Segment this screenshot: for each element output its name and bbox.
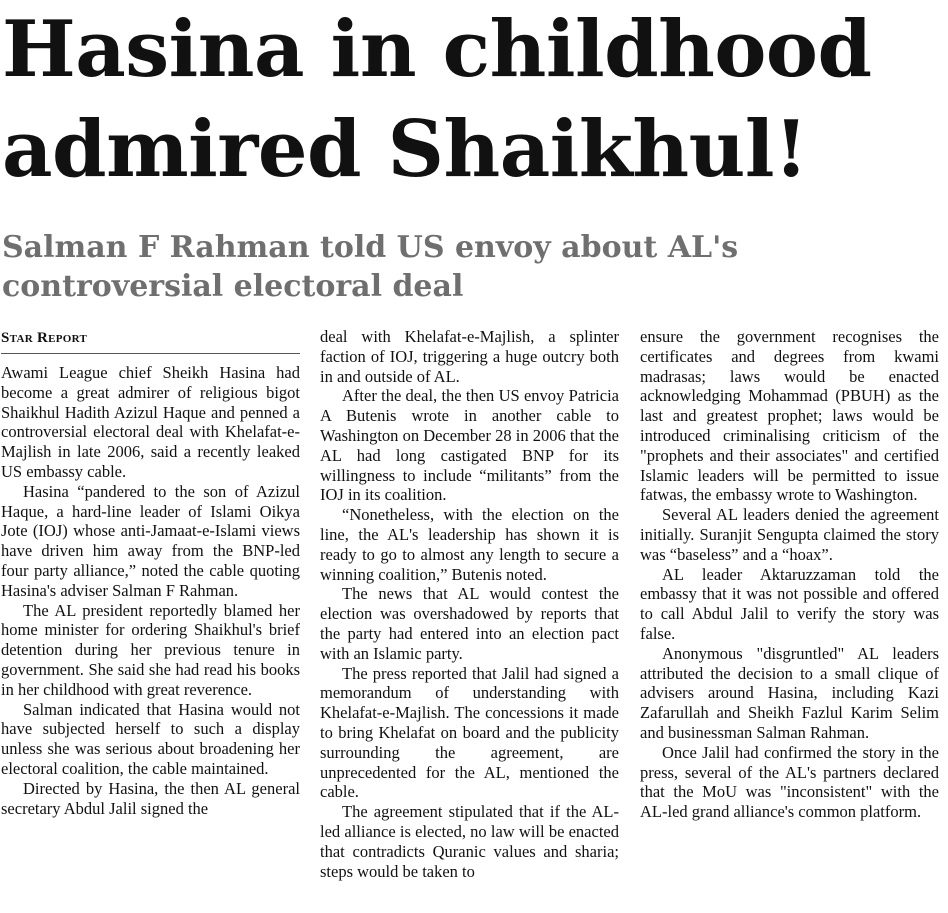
paragraph: After the deal, the then US envoy Patricia A Butenis wrote in another cable to Washington on December 28 in 2006 that the AL had long castigated BNP for its willingness to include “militants” from the IOJ in its coalition.: [320, 386, 619, 505]
headline-line-2: admired Shaikhul!: [2, 104, 808, 195]
paragraph: The AL president reportedly blamed her home minister for ordering Shaikhul's brief detention during her previous tenure in government. She said she had read his books in her childhood with great reverence.: [1, 600, 300, 699]
paragraph: “Nonetheless, with the election on the line, the AL's leadership has shown it is ready to go to almost any length to secure a winning coalition,” Butenis noted.: [320, 505, 619, 584]
paragraph: deal with Khelafat-e-Majlish, a splinter faction of IOJ, triggering a huge outcry both in and outside of AL.: [320, 327, 619, 386]
subheadline: [2, 228, 946, 306]
paragraph: The news that AL would contest the election was overshadowed by reports that the party had entered into an election pact with an Islamic party.: [320, 584, 619, 663]
paragraph: Once Jalil had confirmed the story in the press, several of the AL's partners declared that the MoU was "inconsistent" with the AL-led grand alliance's common platform.: [640, 742, 939, 822]
article-column-2: [320, 327, 619, 881]
paragraph: The press reported that Jalil had signed a memorandum of understanding with Khelafat-e-Majlish. The concessions it made to bring Khelafat on board and the publicity surrounding the agreement, are unprecedented for the AL, mentioned the cable.: [320, 663, 619, 802]
paragraph: ensure the government recognises the certificates and degrees from kwami madrasas; laws would be enacted acknowledging Mohammad (PBUH) as the last and greatest prophet; laws would be introduced criminalising criticism of the "prophets and their associates" and certified Islamic leaders will be permitted to issue fatwas, the embassy wrote to Washington.: [640, 327, 939, 505]
article-column-3: [640, 327, 939, 822]
paragraph: Anonymous "disgruntled" AL leaders attributed the decision to a small clique of advisers around Hasina, including Kazi Zafarullah and Sheikh Fazlul Karim Selim and businessman Salman Rahman.: [640, 643, 939, 742]
subheadline-line-1: Salman F Rahman told US envoy about AL's: [2, 230, 739, 265]
paragraph: Several AL leaders denied the agreement initially. Suranjit Sengupta claimed the story was “baseless” and a “hoax”.: [640, 505, 939, 564]
paragraph: Directed by Hasina, the then AL general secretary Abdul Jalil signed the: [1, 778, 300, 818]
paragraph: Awami League chief Sheikh Hasina had become a great admirer of religious bigot Shaikhul Hadith Azizul Haque and penned a controversial electoral deal with Khelafat-e-Majlish in late 2006, said a recently leaked US embassy cable.: [1, 363, 300, 481]
article-column-1: [1, 327, 300, 818]
byline: Star Report: [1, 327, 300, 354]
subheadline-line-2: controversial electoral deal: [2, 269, 464, 304]
paragraph: Salman indicated that Hasina would not have subjected herself to such a display unless she was serious about broadening her electoral coalition, the cable maintained.: [1, 699, 300, 778]
headline-line-1: Hasina in childhood: [2, 4, 872, 95]
paragraph: Hasina “pandered to the son of Azizul Haque, a hard-line leader of Islami Oikya Jote (IOJ) whose anti-Jamaat-e-Islami views have driven him away from the BNP-led four party alliance,” noted the cable quoting Hasina's adviser Salman F Rahman.: [1, 481, 300, 600]
paragraph: AL leader Aktaruzzaman told the embassy that it was not possible and offered to call Abdul Jalil to verify the story was false.: [640, 564, 939, 643]
headline: [2, 0, 946, 200]
paragraph: The agreement stipulated that if the AL-led alliance is elected, no law will be enacted that contradicts Quranic values and sharia; steps would be taken to: [320, 802, 619, 881]
